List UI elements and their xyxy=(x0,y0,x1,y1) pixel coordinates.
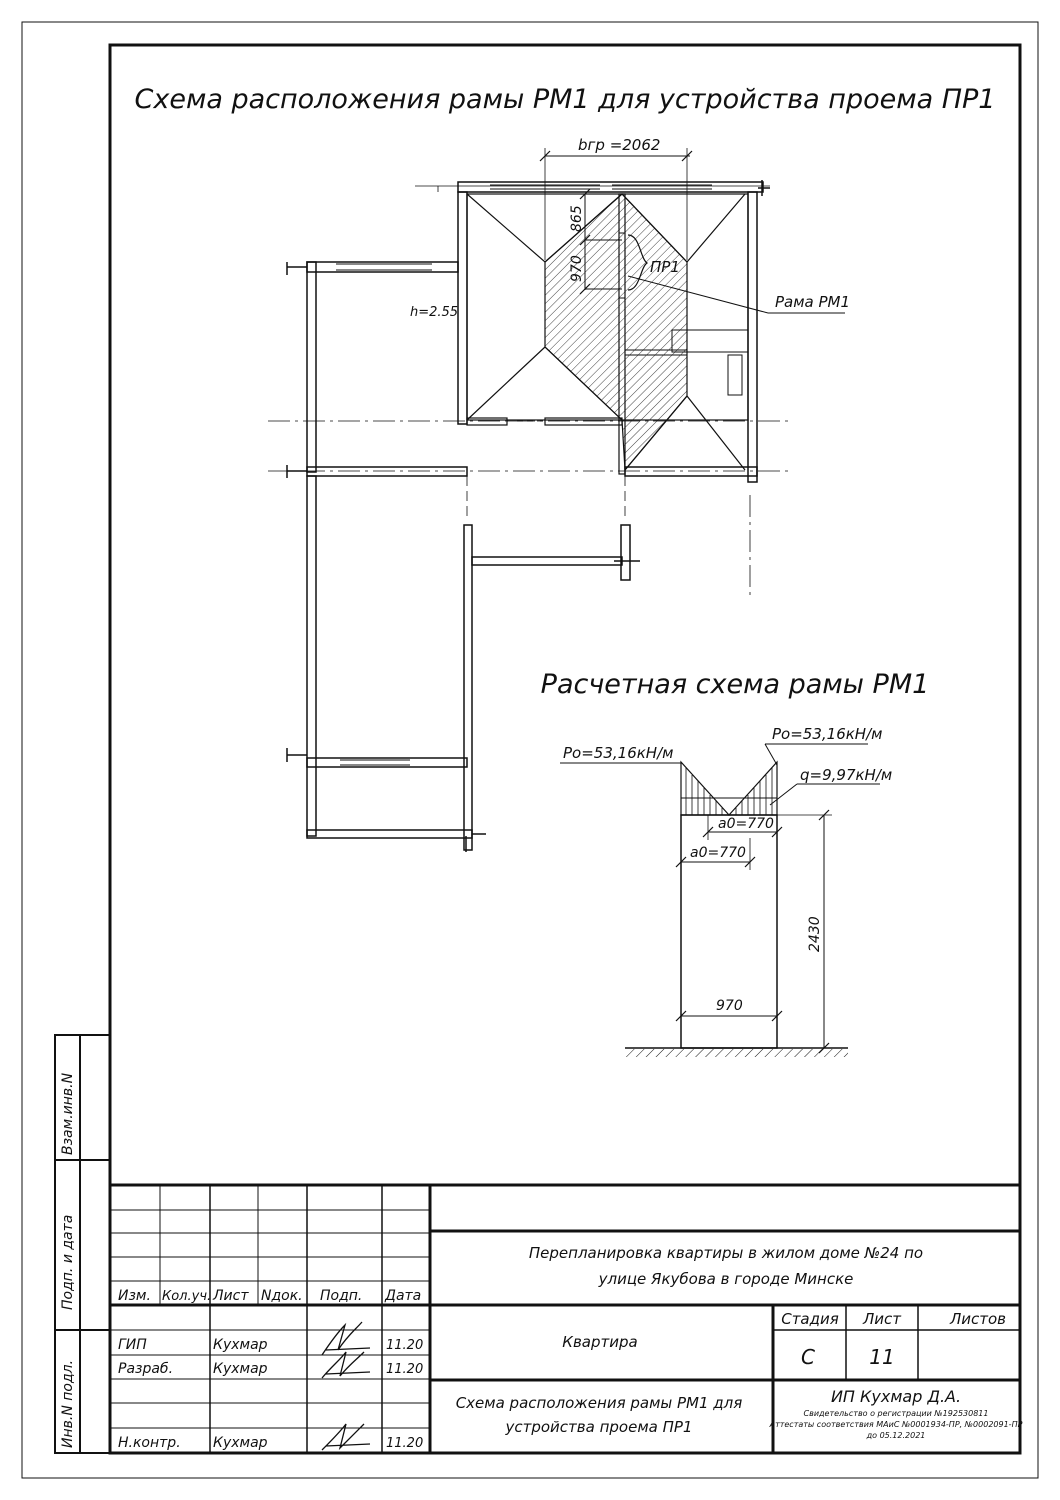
side-vzam-label: Взам.инв.N xyxy=(60,1072,76,1155)
sheet-title-line-2: устройства проема ПР1 xyxy=(505,1418,693,1436)
row-date-0: 11.20 xyxy=(386,1338,424,1353)
cert-line-1: Свидетельство о регистрации №192530811 xyxy=(803,1409,989,1418)
dim-865-label: 865 xyxy=(569,205,585,232)
row-name-2: Кухмар xyxy=(213,1435,268,1451)
row-role-2: Н.контр. xyxy=(118,1435,181,1451)
dim-width-scheme-label: 970 xyxy=(716,998,743,1014)
sheet-label: Лист xyxy=(862,1310,902,1328)
scheme-title: Расчетная схема рамы РМ1 xyxy=(540,669,930,700)
signature-1 xyxy=(322,1352,370,1378)
wall-left-annex xyxy=(307,262,316,472)
project-line-2: улице Якубова в городе Минске xyxy=(598,1270,854,1288)
row-name-1: Кухмар xyxy=(213,1361,268,1377)
sheet-title-line-1: Схема расположения рамы РМ1 для xyxy=(455,1394,743,1412)
plan-title: Схема расположения рамы РМ1 для устройства проема ПР1 xyxy=(134,84,996,115)
side-inv-label: Инв.N подл. xyxy=(60,1359,76,1448)
signature-0 xyxy=(322,1322,370,1355)
load-right-label: Ро=53,16кН/м xyxy=(772,725,883,743)
project-line-1: Перепланировка квартиры в жилом доме №24 по xyxy=(528,1244,924,1262)
object-name: Квартира xyxy=(562,1333,638,1351)
hdr-ndok: Nдок. xyxy=(261,1288,303,1304)
side-podp-label: Подп. и дата xyxy=(60,1214,76,1310)
row-role-1: Разраб. xyxy=(118,1361,174,1377)
dim-a0-bottom-label: а0=770 xyxy=(690,845,746,861)
wall-left-room xyxy=(458,192,467,424)
hdr-list: Лист xyxy=(213,1288,249,1304)
sheets-label: Листов xyxy=(949,1310,1007,1328)
calc-scheme xyxy=(560,725,892,1057)
company-name: ИП Кухмар Д.А. xyxy=(830,1387,962,1406)
row-name-0: Кухмар xyxy=(213,1337,268,1353)
cert-line-3: до 05.12.2021 xyxy=(866,1431,926,1440)
stage-label: Стадия xyxy=(781,1310,839,1328)
frame-label: Рама РМ1 xyxy=(775,293,851,311)
row-date-2: 11.20 xyxy=(386,1436,424,1451)
load-left-label: Ро=53,16кН/м xyxy=(563,744,674,762)
wall-top xyxy=(458,182,763,192)
row-date-1: 11.20 xyxy=(386,1362,424,1377)
sheet-number: 11 xyxy=(869,1345,895,1369)
hdr-podp: Подп. xyxy=(320,1288,363,1304)
hdr-data: Дата xyxy=(385,1288,422,1304)
hatched-load-area xyxy=(545,194,687,470)
room-height-label: h=2.55 xyxy=(410,305,459,320)
side-stamp xyxy=(55,1035,110,1453)
opening-label: ПР1 xyxy=(650,258,680,276)
floor-plan xyxy=(268,136,850,852)
dim-width-label: bгр =2062 xyxy=(578,136,661,154)
dim-height-label: 2430 xyxy=(807,916,823,952)
row-role-0: ГИП xyxy=(118,1337,147,1353)
wall-right xyxy=(748,192,757,482)
title-block xyxy=(110,1185,1023,1453)
hdr-kol: Кол.уч. xyxy=(162,1289,212,1304)
stage-value: С xyxy=(801,1345,815,1369)
load-q-label: q=9,97кН/м xyxy=(800,766,893,784)
cert-line-2: Аттестаты соответствия МАиС №0001934-ПР, №0002091-ПР xyxy=(769,1420,1023,1429)
hdr-izm: Изм. xyxy=(118,1288,151,1304)
dim-970-label: 970 xyxy=(569,255,585,282)
dim-a0-top-label: а0=770 xyxy=(718,816,774,832)
